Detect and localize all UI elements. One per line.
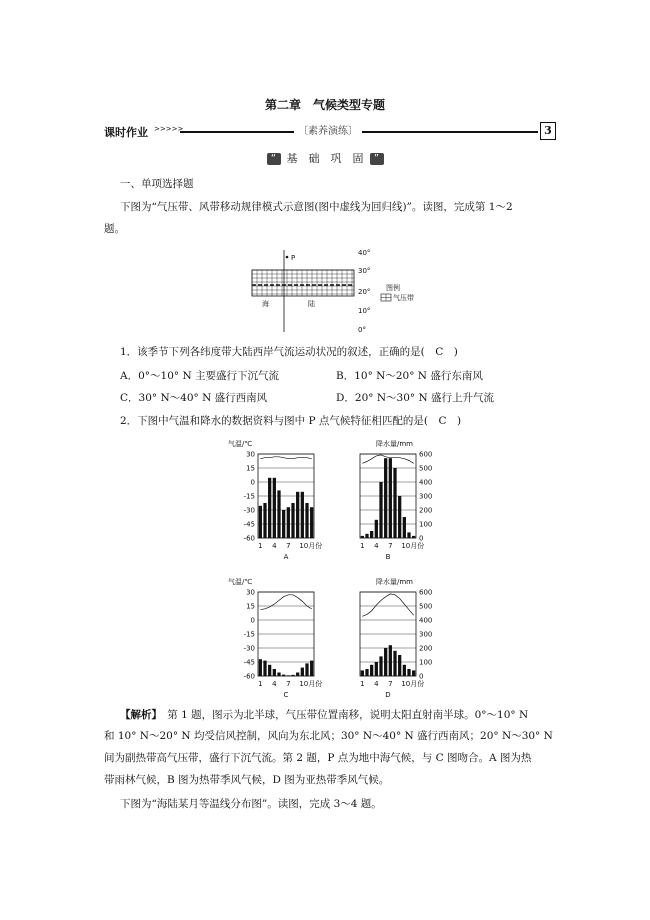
precip-bar <box>282 675 285 676</box>
precip-tick-label: 100 <box>419 520 433 529</box>
precip-bar <box>379 656 382 676</box>
lat-label-30: 30° <box>358 267 371 275</box>
q1-option-c: C．30° N～40° N 盛行西南风 <box>120 392 268 404</box>
month-tick-label: 1 <box>258 542 263 550</box>
month-tick-label: 4 <box>272 680 277 688</box>
precip-bar <box>361 536 364 538</box>
part-one-heading: 一、单项选择题 <box>120 178 194 190</box>
precip-bar <box>393 651 396 676</box>
precip-bar <box>282 510 285 538</box>
precip-bar <box>301 492 304 538</box>
lat-label-10: 10° <box>358 307 371 315</box>
precip-bar <box>384 458 387 538</box>
precip-bar <box>365 669 368 676</box>
precip-bar <box>375 662 378 676</box>
precip-bar <box>379 482 382 538</box>
climate-chart-c <box>228 574 328 714</box>
month-tick-label: 1 <box>360 542 365 550</box>
precip-tick-label: 200 <box>419 506 433 515</box>
q1-option-b: B．10° N～20° N 盛行东南风 <box>336 370 483 382</box>
analysis-label: 【解析】 <box>120 709 157 721</box>
month-tick-label: 1 <box>258 680 263 688</box>
temp-tick-label: -15 <box>243 492 255 501</box>
section-header-bar <box>104 122 556 144</box>
temp-tick-label: 30 <box>246 450 255 459</box>
precip-bar <box>263 503 266 538</box>
temp-tick-label: 30 <box>246 588 255 597</box>
month-tick-label: 4 <box>272 542 277 550</box>
precip-tick-label: 200 <box>419 644 433 653</box>
climate-chart-b <box>330 436 433 576</box>
month-tick-label: 10月份 <box>299 542 323 550</box>
precip-tick-label: 600 <box>419 450 433 459</box>
precip-bar <box>263 661 266 676</box>
homework-label: 课时作业 <box>104 126 148 139</box>
precip-bar <box>273 478 276 538</box>
legend-item: 气压带 <box>393 294 414 302</box>
precip-bar <box>370 665 373 676</box>
basic-section-heading: “ 基 础 巩 固 ” <box>0 150 650 166</box>
climate-chart-a <box>228 436 328 576</box>
analysis-line-3: 间为副热带高气压带，盛行下沉气流。第 2 题，P 点为地中海气候，与 C 图吻合。A 图为热 <box>104 752 532 764</box>
precip-tick-label: 0 <box>419 534 424 543</box>
precip-bar <box>287 675 290 676</box>
analysis-line-2: 和 10° N～20° N 均受信风控制，风向为东北风；30° N～40° N 盛行西南风；20° N～30° N <box>104 730 553 742</box>
analysis-line-4: 带雨林气候，B 图为热带季风气候，D 图为亚热带季风气候。 <box>104 774 390 786</box>
precip-tick-label: 400 <box>419 478 433 487</box>
close-quote-icon: ” <box>370 153 384 165</box>
precip-tick-label: 500 <box>419 464 433 473</box>
precip-bar <box>412 536 415 538</box>
precip-bar <box>268 478 271 538</box>
temperature-line <box>260 595 311 610</box>
temp-axis-label: 气温/℃ <box>228 578 253 586</box>
point-p-label: P <box>291 254 296 262</box>
precip-bar <box>273 669 276 676</box>
precip-bar <box>412 670 415 676</box>
q1-option-d: D．20° N～30° N 盛行上升气流 <box>336 392 495 404</box>
precip-bar <box>296 492 299 538</box>
month-tick-label: 10月份 <box>401 680 425 688</box>
precip-bar <box>361 670 364 676</box>
temp-tick-label: -45 <box>243 520 255 529</box>
next-question-intro: 下图为“海陆某月等温线分布图”。读图，完成 3～4 题。 <box>120 798 382 810</box>
precip-bar <box>407 669 410 676</box>
chart-title: B <box>385 553 391 561</box>
pressure-belt-figure <box>240 240 440 340</box>
temp-tick-label: -60 <box>243 672 255 681</box>
lesson-number-badge: 3 <box>540 122 556 140</box>
precip-bar <box>301 668 304 676</box>
precip-bar <box>407 532 410 538</box>
temp-tick-label: 15 <box>246 602 255 611</box>
precip-tick-label: 100 <box>419 658 433 667</box>
temperature-line <box>260 457 311 459</box>
chart-title: C <box>283 691 289 699</box>
pressure-belt-grid <box>252 270 354 296</box>
month-tick-label: 4 <box>374 542 379 550</box>
precip-bar <box>389 645 392 676</box>
temp-tick-label: 15 <box>246 464 255 473</box>
precip-bar <box>259 506 262 538</box>
temperature-line <box>362 594 413 616</box>
precip-bar <box>389 458 392 538</box>
precip-tick-label: 300 <box>419 630 433 639</box>
arrow-decoration: >>>>> <box>154 125 184 133</box>
precip-bar <box>305 663 308 676</box>
month-tick-label: 10月份 <box>401 542 425 550</box>
month-tick-label: 4 <box>374 680 379 688</box>
precip-bar <box>310 507 313 538</box>
temp-tick-label: -60 <box>243 534 255 543</box>
precip-bar <box>393 468 396 538</box>
precip-axis-label: 降水量/mm <box>376 578 413 586</box>
precip-bar <box>398 655 401 676</box>
precip-bar <box>403 665 406 676</box>
q1-stem: 1．该季节下列各纬度带大陆西岸气流运动状况的叙述，正确的是( C ) <box>120 346 458 358</box>
precip-bar <box>277 490 280 538</box>
precip-bar <box>384 648 387 676</box>
month-tick-label: 10月份 <box>299 680 323 688</box>
month-tick-label: 7 <box>286 542 291 550</box>
q1-option-a: A．0°～10° N 主要盛行下沉气流 <box>120 370 279 382</box>
precip-tick-label: 600 <box>419 588 433 597</box>
land-label: 陆 <box>308 300 315 308</box>
legend-swatch-icon <box>381 294 391 301</box>
precip-bar <box>403 517 406 538</box>
precip-bar <box>268 665 271 676</box>
precip-bar <box>310 661 313 676</box>
precip-bar <box>370 531 373 538</box>
temp-tick-label: 0 <box>250 478 255 487</box>
sea-label: 海 <box>262 300 269 308</box>
precip-bar <box>398 496 401 538</box>
chapter-title: 第二章 气候类型专题 <box>264 98 385 112</box>
precip-tick-label: 300 <box>419 492 433 501</box>
intro-line-1: 下图为“气压带、风带移动规律模式示意图(图中虚线为回归线)”。读图，完成第 1～2 <box>120 201 513 213</box>
precip-bar <box>287 507 290 538</box>
temp-tick-label: -45 <box>243 658 255 667</box>
intro-line-2: 题。 <box>104 223 125 235</box>
month-tick-label: 7 <box>388 680 393 688</box>
month-tick-label: 1 <box>360 680 365 688</box>
practice-label: 〔素养演练〕 <box>294 122 362 137</box>
precip-bar <box>259 659 262 676</box>
q2-stem: 2．下图中气温和降水的数据资料与图中 P 点气候特征相匹配的是( C ) <box>120 415 462 427</box>
precip-tick-label: 500 <box>419 602 433 611</box>
temp-tick-label: -30 <box>243 506 255 515</box>
precip-bar <box>365 534 368 538</box>
temp-tick-label: -30 <box>243 644 255 653</box>
precip-bar <box>296 673 299 677</box>
temp-tick-label: -15 <box>243 630 255 639</box>
precip-bar <box>305 503 308 538</box>
chart-title: D <box>385 691 391 699</box>
precip-bar <box>291 503 294 538</box>
precip-bar <box>291 675 294 676</box>
month-tick-label: 7 <box>286 680 291 688</box>
lat-label-0: 0° <box>358 326 366 334</box>
temperature-line <box>362 455 413 463</box>
precip-bar <box>277 673 280 677</box>
lat-label-40: 40° <box>358 249 371 257</box>
legend-title: 图例 <box>386 284 400 292</box>
month-tick-label: 7 <box>388 542 393 550</box>
analysis-line-1: 【解析】 第 1 题，图示为北半球，气压带位置南移，说明太阳直射南半球。0°～10° N <box>120 709 529 721</box>
precip-tick-label: 0 <box>419 672 424 681</box>
lat-label-20: 20° <box>358 288 371 296</box>
precip-bar <box>375 520 378 538</box>
temp-axis-label: 气温/℃ <box>228 440 253 448</box>
open-quote-icon: “ <box>267 153 281 165</box>
point-p-marker <box>286 256 289 259</box>
precip-tick-label: 400 <box>419 616 433 625</box>
precip-axis-label: 降水量/mm <box>376 440 413 448</box>
temp-tick-label: 0 <box>250 616 255 625</box>
climate-chart-d <box>330 574 433 714</box>
chart-title: A <box>283 553 289 561</box>
